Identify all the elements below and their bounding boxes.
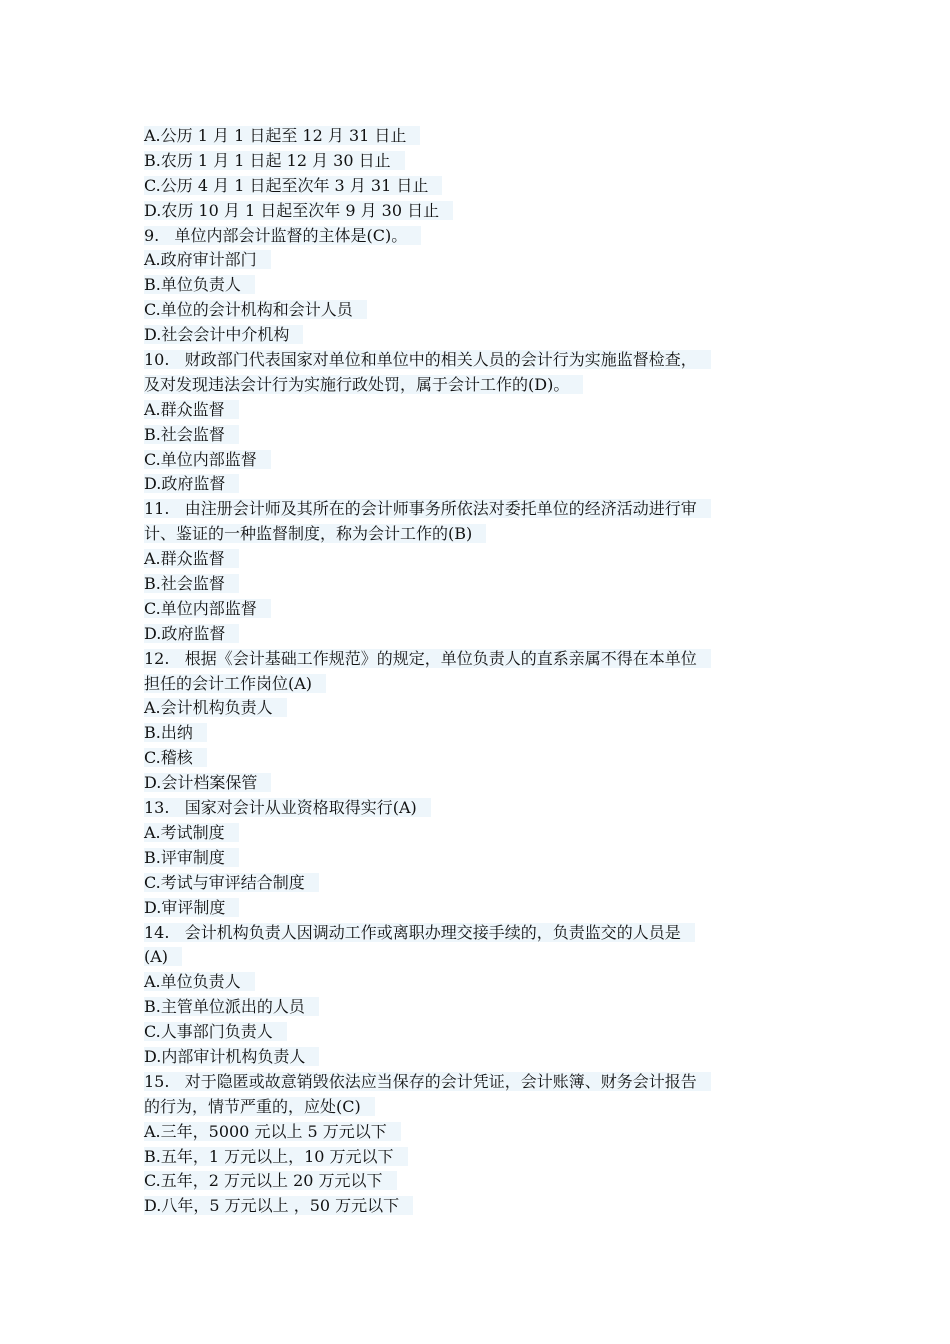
text-line: A.政府审计部门 [144, 248, 814, 273]
text-line: B.五年，1 万元以上，10 万元以下 [144, 1145, 814, 1170]
text-line: 担任的会计工作岗位(A) [144, 672, 814, 697]
text-line: A.三年，5000 元以上 5 万元以下 [144, 1120, 814, 1145]
text-line: D.政府监督 [144, 472, 814, 497]
text-line: A.公历 1 月 1 日起至 12 月 31 日止 [144, 124, 814, 149]
question-11: 11. 由注册会计师及其所在的会计师事务所依法对委托单位的经济活动进行审 [144, 497, 814, 522]
text-line: 及对发现违法会计行为实施行政处罚，属于会计工作的(D)。 [144, 373, 814, 398]
text-line: C.五年，2 万元以上 20 万元以下 [144, 1169, 814, 1194]
question-14: 14. 会计机构负责人因调动工作或离职办理交接手续的，负责监交的人员是 [144, 921, 814, 946]
text-line: C.考试与审评结合制度 [144, 871, 814, 896]
text-line: 计、鉴证的一种监督制度，称为会计工作的(B) [144, 522, 814, 547]
text-line: B.出纳 [144, 721, 814, 746]
text-line: 的行为，情节严重的，应处(C) [144, 1095, 814, 1120]
text-line: D.农历 10 月 1 日起至次年 9 月 30 日止 [144, 199, 814, 224]
document-body [144, 124, 814, 1219]
text-line: D.政府监督 [144, 622, 814, 647]
question-10: 10. 财政部门代表国家对单位和单位中的相关人员的会计行为实施监督检查， [144, 348, 814, 373]
text-line: B.主管单位派出的人员 [144, 995, 814, 1020]
question-13: 13. 国家对会计从业资格取得实行(A) [144, 796, 814, 821]
question-15: 15. 对于隐匿或故意销毁依法应当保存的会计凭证，会计账簿、财务会计报告 [144, 1070, 814, 1095]
question-9: 9. 单位内部会计监督的主体是(C)。 [144, 224, 814, 249]
text-line: C.单位内部监督 [144, 448, 814, 473]
text-line: D.八年，5 万元以上 ，50 万元以下 [144, 1194, 814, 1219]
text-line: B.单位负责人 [144, 273, 814, 298]
text-line: B.社会监督 [144, 572, 814, 597]
text-line: C.人事部门负责人 [144, 1020, 814, 1045]
text-line: A.群众监督 [144, 547, 814, 572]
text-line: C.单位的会计机构和会计人员 [144, 298, 814, 323]
text-line: D.会计档案保管 [144, 771, 814, 796]
text-line: D.内部审计机构负责人 [144, 1045, 814, 1070]
text-line: (A) [144, 945, 814, 970]
text-line: C.公历 4 月 1 日起至次年 3 月 31 日止 [144, 174, 814, 199]
text-line: C.稽核 [144, 746, 814, 771]
question-12: 12. 根据《会计基础工作规范》的规定，单位负责人的直系亲属不得在本单位 [144, 647, 814, 672]
text-line: B.评审制度 [144, 846, 814, 871]
text-line: B.农历 1 月 1 日起 12 月 30 日止 [144, 149, 814, 174]
text-line: D.社会会计中介机构 [144, 323, 814, 348]
text-line: C.单位内部监督 [144, 597, 814, 622]
text-line: D.审评制度 [144, 896, 814, 921]
text-line: A.会计机构负责人 [144, 696, 814, 721]
text-line: A.考试制度 [144, 821, 814, 846]
text-line: A.群众监督 [144, 398, 814, 423]
text-line: A.单位负责人 [144, 970, 814, 995]
text-line: B.社会监督 [144, 423, 814, 448]
